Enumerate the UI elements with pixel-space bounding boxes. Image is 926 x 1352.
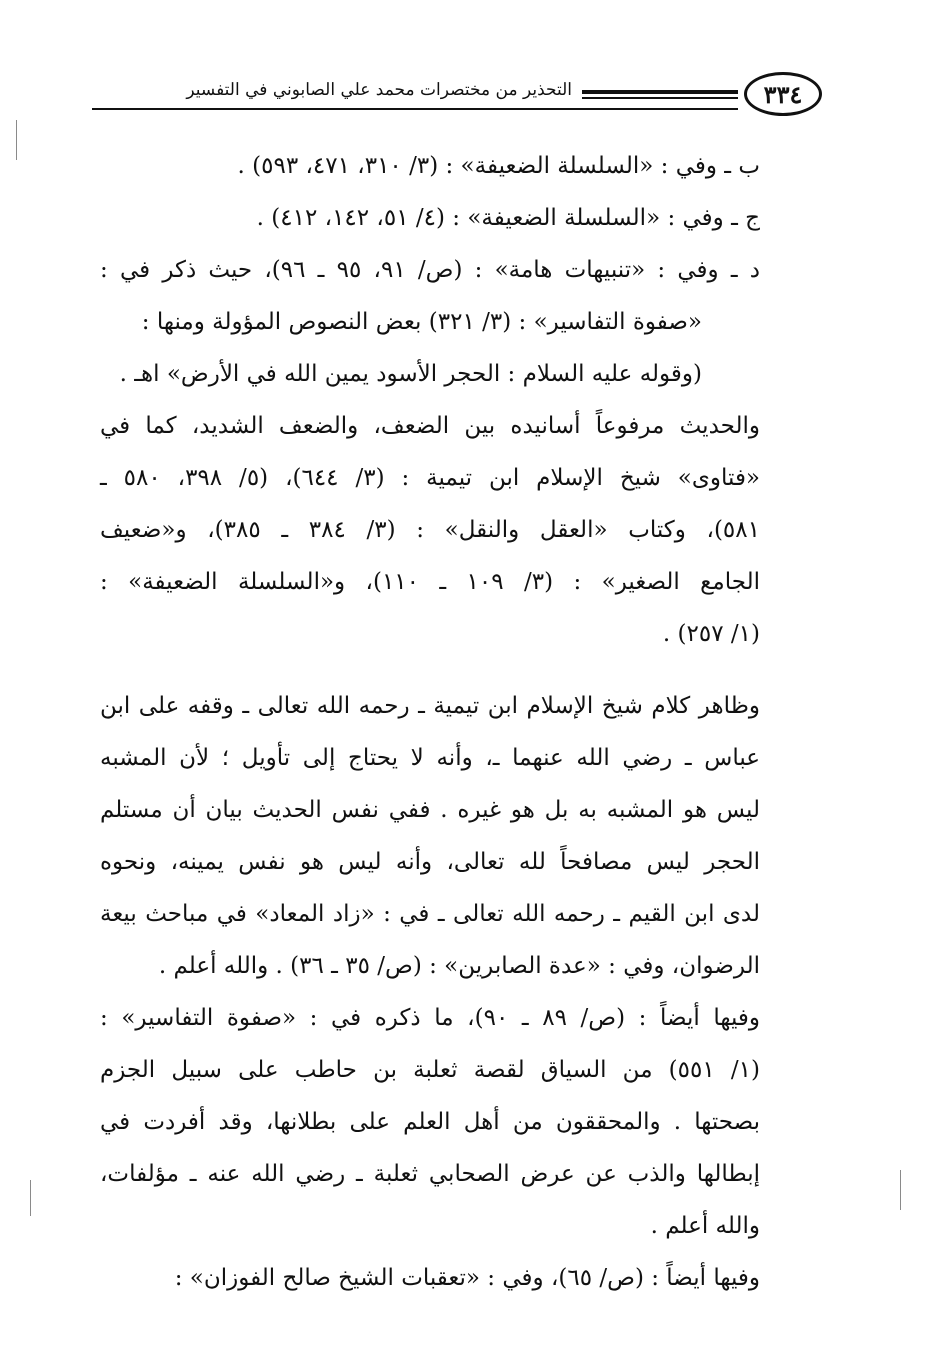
scan-margin-mark (16, 120, 17, 160)
header-underline (92, 108, 738, 110)
paragraph-line: لدى ابن القيم ـ رحمه الله تعالى ـ في : «زاد المعاد» في مباحث بيعة (100, 901, 760, 927)
paragraph-line: وفيها أيضاً : (ص/ ٨٩ ـ ٩٠)، ما ذكره في : «صفوة التفاسير» : (100, 1005, 760, 1031)
body-text (100, 140, 760, 1304)
list-item-d: د ـ وفي : «تنبيهات هامة» : (ص/ ٩١، ٩٥ ـ ٩٦)، حيث ذكر في : (100, 257, 760, 283)
running-header (92, 66, 822, 124)
paragraph-line: (١/ ٢٥٧) . (662, 621, 760, 647)
paragraph-line: الرضوان، وفي : «عدة الصابرين» : (ص/ ٣٥ ـ ٣٦) . والله أعلم . (158, 953, 760, 979)
paragraph-line: ٥٨١)، وكتاب «العقل والنقل» : (٣/ ٣٨٤ ـ ٣٨٥)، و«ضعيف (100, 517, 760, 543)
paragraph-line: عباس ـ رضي الله عنهما ـ، وأنه لا يحتاج إلى تأويل ؛ لأن المشبه (100, 745, 760, 771)
paragraph-line: وفيها أيضاً : (ص/ ٦٥)، وفي : «تعقبات الشيخ صالح الفوزان» : (174, 1265, 760, 1291)
header-double-rule (582, 90, 738, 101)
paragraph-line: إبطالها والذب عن عرض الصحابي ثعلبة ـ رضي الله عنه ـ مؤلفات، (100, 1161, 760, 1187)
paragraph-line: الجامع الصغير» : (٣/ ١٠٩ ـ ١١٠)، و«السلسلة الضعيفة» : (100, 569, 760, 595)
paragraph-line: وظاهر كلام شيخ الإسلام ابن تيمية ـ رحمه الله تعالى ـ وقفه على ابن (100, 693, 760, 719)
paragraph-line: (١/ ٥٥١) من السياق لقصة ثعلبة بن حاطب على سبيل الجزم (100, 1057, 760, 1083)
list-item-b: ب ـ وفي : «السلسلة الضعيفة» : (٣/ ٣١٠، ٤٧١، ٥٩٣) . (237, 153, 760, 179)
list-item-j: ج ـ وفي : «السلسلة الضعيفة» : (٤/ ٥١، ١٤٢، ٤١٢) . (256, 205, 760, 231)
page-number: ٣٣٤ (744, 72, 822, 116)
paragraph-line: ليس هو المشبه به بل هو غيره . ففي نفس الحديث بيان أن مستلم (100, 797, 760, 823)
scan-margin-mark (30, 1180, 31, 1216)
paragraph-line: بصحتها . والمحققون من أهل العلم على بطلانها، وقد أفردت في (100, 1109, 760, 1135)
scan-margin-mark (900, 1170, 901, 1210)
paragraph-line: والحديث مرفوعاً أسانيده بين الضعف، والضعف الشديد، كما في (100, 413, 760, 439)
paragraph-line: «فتاوى» شيخ الإسلام ابن تيمية : (٣/ ٦٤٤)، (٥/ ٣٩٨، ٥٨٠ ـ (100, 465, 761, 491)
paragraph-line: الحجر ليس مصافحاً لله تعالى، وأنه ليس هو نفس يمينه، ونحوه (100, 849, 760, 875)
quoted-line: (وقوله عليه السلام : الحجر الأسود يمين الله في الأرض» اهـ . (119, 361, 702, 387)
paragraph-line: والله أعلم . (650, 1213, 760, 1239)
running-title: التحذير من مختصرات محمد علي الصابوني في التفسير (186, 80, 572, 100)
quoted-line: «صفوة التفاسير» : (٣/ ٣٢١) بعض النصوص المؤولة ومنها : (141, 309, 702, 335)
